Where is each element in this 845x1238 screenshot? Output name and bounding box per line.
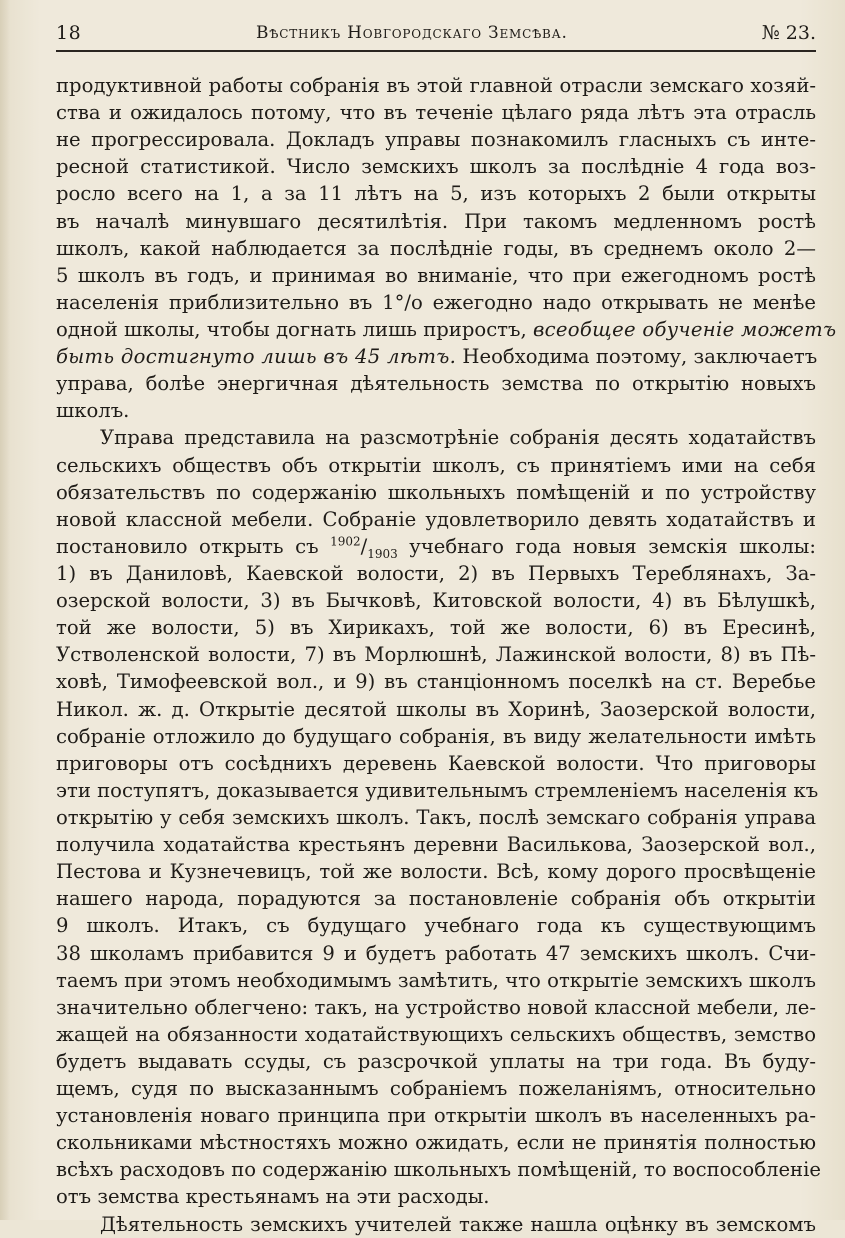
paragraph-3 xyxy=(56,1211,816,1238)
page-number: 18 xyxy=(56,22,82,44)
text-line: Никол. ж. д. Открытіе десятой школы въ Хоринѣ, Заозерской волости, xyxy=(56,697,816,721)
text-line: населенія приблизительно въ 1°/o ежегодно надо открывать не менѣе xyxy=(56,290,816,314)
text-line: нашего народа, порадуются за постановленіе собранія объ открытіи xyxy=(56,887,816,911)
text-line: установленія новаго принципа при открытіи школъ въ населенныхъ ра- xyxy=(56,1104,816,1128)
text-line: таемъ при этомъ необходимымъ замѣтить, что открытіе земскихъ школъ xyxy=(56,968,816,992)
text-line: эти поступятъ, доказывается удивительнымъ стремленіемъ населенія къ xyxy=(56,778,819,802)
text-line: Управа представила на разсмотрѣніе собранія десять ходатайствъ xyxy=(100,426,816,450)
paragraph-1 xyxy=(56,72,837,424)
text-line: скольниками мѣстностяхъ можно ожидать, если не принятія полностью xyxy=(56,1131,816,1155)
emphasis-text: всеобщее обученіе можетъ xyxy=(532,317,837,341)
text-line: 38 школамъ прибавится 9 и будетъ работать 47 земскихъ школъ. Счи- xyxy=(56,941,816,965)
text-line: всѣхъ расходовъ по содержанію школьныхъ помѣщеній, то воспособленіе xyxy=(56,1158,821,1182)
text-line: собраніе отложило до будущаго собранія, въ виду желательности имѣть xyxy=(56,724,816,748)
text-line: ховѣ, Тимофеевской вол., и 9) въ станціонномъ поселкѣ на ст. Веребье xyxy=(56,670,816,694)
year-end: 1903 xyxy=(367,546,398,561)
text-line: одной школы, чтобы догнать лишь приростъ, всеобщее обученіе можетъ xyxy=(56,317,837,341)
text-line: приговоры отъ сосѣднихъ деревень Каевской волости. Что приговоры xyxy=(56,751,816,775)
text-line: значительно облегчено: такъ, на устройство новой классной мебели, ле- xyxy=(56,995,816,1019)
text-line: щемъ, судя по высказаннымъ собраніемъ пожеланіямъ, относительно xyxy=(56,1077,816,1101)
text-line: отъ земства крестьянамъ на эти расходы. xyxy=(56,1185,490,1209)
text-line: открытію у себя земскихъ школъ. Такъ, послѣ земскаго собранія управа xyxy=(56,805,816,829)
text-line: новой классной мебели. Собраніе удовлетворило девять ходатайствъ и xyxy=(56,507,816,531)
text-line: будетъ выдавать ссуды, съ разсрочкой уплаты на три года. Въ буду- xyxy=(56,1049,816,1073)
text-line: Устволенской волости, 7) въ Морлюшнѣ, Лажинской волости, 8) въ Пѣ- xyxy=(56,643,816,667)
text-line: школъ. xyxy=(56,399,130,423)
text-line: постановило открыть съ $^{1902}/_{1903}$ учебнаго года новыя земскія школы: xyxy=(56,534,816,561)
text-line: не прогрессировала. Докладъ управы познакомилъ гласныхъ съ инте- xyxy=(56,128,816,152)
text-line: продуктивной работы собранія въ этой главной отрасли земскаго хозяй- xyxy=(56,74,816,97)
text-line: Пестова и Кузнечевицъ, той же волости. Всѣ, кому дорого просвѣщеніе xyxy=(56,860,816,884)
text-line: обязательствъ по содержанію школьныхъ помѣщеній и по устройству xyxy=(56,480,816,504)
page-edge-shadow xyxy=(0,0,10,1220)
text-line: росло всего на 1, а за 11 лѣтъ на 5, изъ которыхъ 2 были открыты xyxy=(56,182,816,206)
text-line: быть достигнуто лишь въ 45 лѣтъ. Необходима поэтому, заключаетъ xyxy=(56,345,818,369)
text-line: Дѣятельность земскихъ учителей также нашла оцѣнку въ земскомъ xyxy=(100,1212,816,1236)
text-line: школъ, какой наблюдается за послѣдніе годы, въ среднемъ около 2— xyxy=(56,236,816,260)
text-line: озерской волости, 3) въ Бычковѣ, Китовской волости, 4) въ Бѣлушкѣ, xyxy=(56,589,816,613)
text-line: въ началѣ минувшаго десятилѣтія. При такомъ медленномъ ростѣ xyxy=(56,209,816,233)
text-line: 1) въ Даниловѣ, Каевской волости, 2) въ Первыхъ Тереблянахъ, За- xyxy=(56,561,816,585)
text-line: сельскихъ обществъ объ открытіи школъ, съ принятіемъ ими на себя xyxy=(56,453,816,477)
text-line: 9 школъ. Итакъ, съ будущаго учебнаго года къ существующимъ xyxy=(56,914,816,938)
paragraph-2 xyxy=(56,424,821,1210)
text-line: получила ходатайства крестьянъ деревни Василькова, Заозерской вол., xyxy=(56,833,816,857)
text-line: ресной статистикой. Число земскихъ школъ за послѣдніе 4 года воз- xyxy=(56,155,816,179)
journal-title: Вѣстникъ Новгородскаго Земсѣва. xyxy=(256,23,568,43)
year-start: 1902 xyxy=(330,534,361,549)
text-line: той же волости, 5) въ Хирикахъ, той же волости, 6) въ Ересинѣ, xyxy=(56,616,816,640)
emphasis-text: быть достигнуто лишь въ 45 лѣтъ. xyxy=(56,345,457,369)
issue-number: № 23. xyxy=(761,22,816,44)
text-line: ства и ожидалось потому, что въ теченіе цѣлаго ряда лѣтъ эта отрасль xyxy=(56,101,816,125)
running-header xyxy=(56,18,816,52)
text-line: жащей на обязанности ходатайствующихъ сельскихъ обществъ, земство xyxy=(56,1022,816,1046)
article-body xyxy=(56,72,837,1238)
text-line: 5 школъ въ годъ, и принимая во вниманіе, что при ежегодномъ ростѣ xyxy=(56,263,816,287)
text-line: управа, болѣе энергичная дѣятельность земства по открытію новыхъ xyxy=(56,372,816,396)
